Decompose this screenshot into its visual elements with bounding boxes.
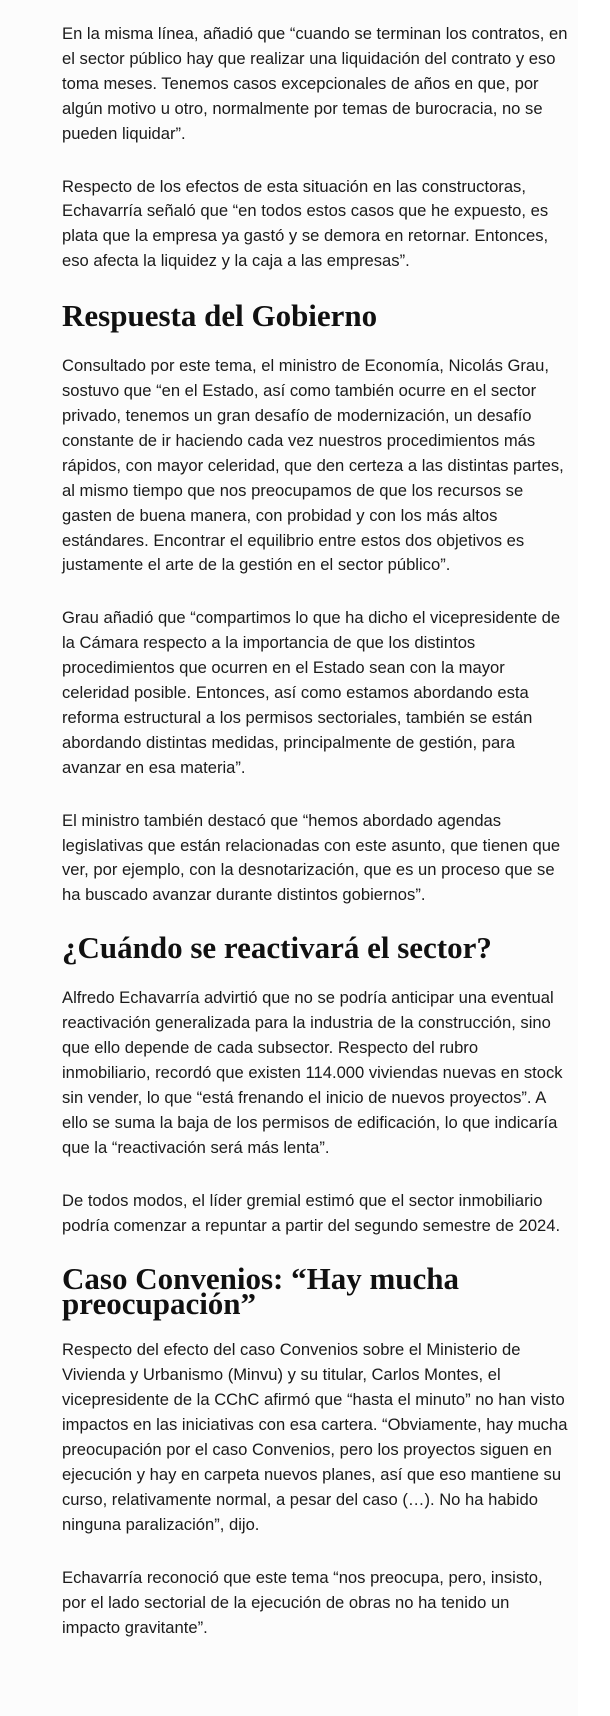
paragraph-impacto-gravitante: Echavarría reconoció que este tema “nos preocupa, pero, insisto, por el lado sectorial de la ejecución de obras no ha tenido un impacto gravitante”. xyxy=(62,1567,543,1637)
paragraph-grau-desafio: Consultado por este tema, el ministro de Economía, Nicolás Grau, sostuvo que “en el Estado, así como también ocurre en el sector privado, tenemos un gran desafío de modernización, un desafío constante de ir haciendo cada vez nuestros procedimientos más rápidos, con mayor celeridad, que den certeza a las distintas partes, al mismo tiempo que nos preocupamos de que los recursos se gasten de buena manera, con probidad y con los más altos estándares. Encontrar el equilibrio entre estos dos objetivos es justamente el arte de la gestión en el sector público”. xyxy=(62,356,564,575)
heading-caso-convenios: Caso Convenios: “Hay mucha preocupación” xyxy=(62,1261,460,1322)
paragraph-agendas-legislativas: El ministro también destacó que “hemos abordado agendas legislativas que están relacionadas con este asunto, que tienen que ver, por ejemplo, con la desnotarización, que es un proceso que se ha buscado avanzar durante distintos gobiernos”. xyxy=(62,810,561,905)
paragraph-grau-celeridad: Grau añadió que “compartimos lo que ha dicho el vicepresidente de la Cámara respecto a la importancia de que los distintos procedimientos que ocurren en el Estado sean con la mayor celeridad posible. Entonces, así como estamos abordando esta reforma estructural a los permisos sectoriales, también se están abordando distintas medidas, principalmente de gestión, para avanzar en esa materia”. xyxy=(62,608,561,777)
paragraph-liquidacion: En la misma línea, añadió que “cuando se terminan los contratos, en el sector público hay que realizar una liquidación del contrato y eso toma meses. Tenemos casos excepcionales de años en que, por algún motivo u otro, normalmente por temas de burocracia, no se pueden liquidar”. xyxy=(62,24,568,143)
article-body xyxy=(62,22,570,1668)
paragraph-minvu: Respecto del efecto del caso Convenios sobre el Ministerio de Vivienda y Urbanismo (Minvu) y su titular, Carlos Montes, el vicepresidente de la CChC afirmó que “hasta el minuto” no han visto impactos en las iniciativas con esa cartera. “Obviamente, hay mucha preocupación por el caso Convenios, pero los proyectos siguen en ejecución y hay en carpeta nuevos planes, así que eso mantiene su curso, relativamente normal, a pesar del caso (…). No ha habido ninguna paralización”, dijo. xyxy=(62,1340,568,1534)
heading-reactivacion-sector: ¿Cuándo se reactivará el sector? xyxy=(62,930,492,966)
paragraph-segundo-semestre: De todos modos, el líder gremial estimó que el sector inmobiliario podría comenzar a repuntar a partir del segundo semestre de 2024. xyxy=(62,1190,561,1235)
paragraph-efectos-constructoras: Respecto de los efectos de esta situación en las constructoras, Echavarría señaló que “en todos estos casos que he expuesto, es plata que la empresa ya gastó y se demora en retornar. Entonces, eso afecta la liquidez y la caja a las empresas”. xyxy=(62,176,549,271)
heading-respuesta-gobierno: Respuesta del Gobierno xyxy=(62,298,378,334)
paragraph-reactivacion: Alfredo Echavarría advirtió que no se podría anticipar una eventual reactivación generalizada para la industria de la construcción, sino que ello depende de cada subsector. Respecto del rubro inmobiliario, recordó que existen 114.000 viviendas nuevas en stock sin vender, lo que “está frenando el inicio de nuevos proyectos”. A ello se suma la baja de los permisos de edificación, lo que indicaría que la “reactivación será más lenta”. xyxy=(62,988,563,1157)
